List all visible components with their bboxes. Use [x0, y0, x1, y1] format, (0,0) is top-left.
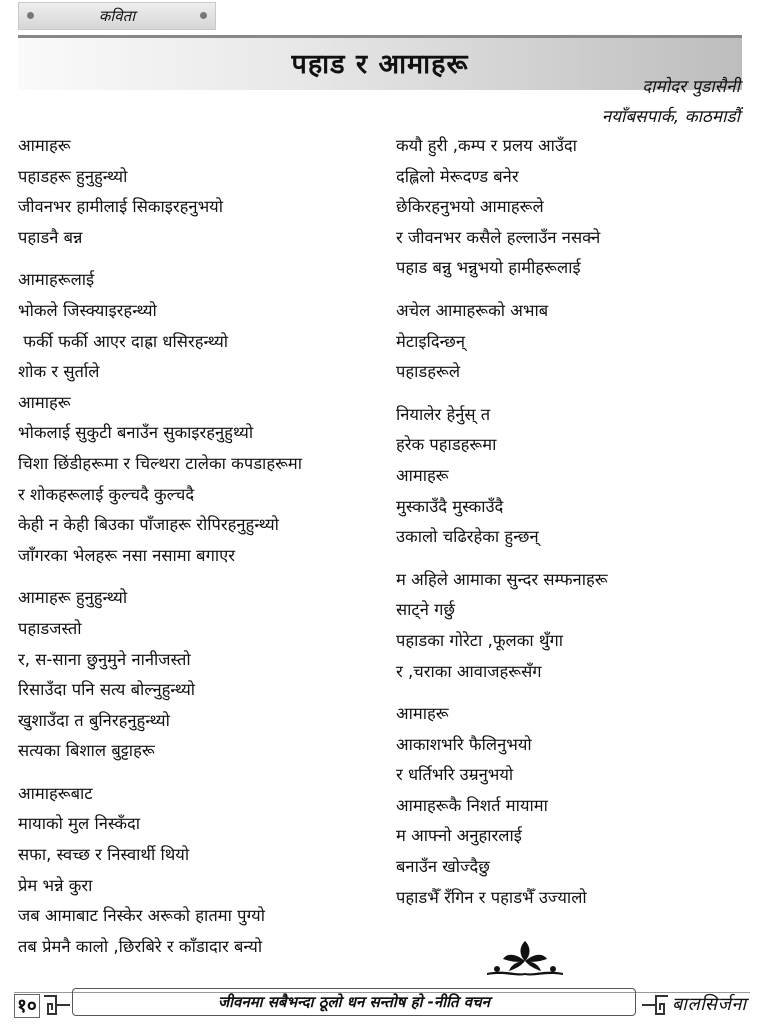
poem-line: साट्ने गर्छु	[396, 600, 456, 620]
poem-line: मेटाइदिन्छन्	[396, 331, 466, 351]
poem-line: आमाहरूकै निशर्त मायामा	[396, 795, 548, 815]
byline	[602, 72, 740, 132]
poem-line: पहाडका गोरेटा ,फूलका थुँगा	[396, 630, 564, 650]
poem-line: आकाशभरि फैलिनुभयो	[396, 734, 532, 754]
stanza	[18, 583, 302, 767]
poem-line: आमाहरू	[396, 704, 449, 724]
poem-line: सफा, स्वच्छ र निस्वार्थी थियो	[18, 845, 190, 865]
poem-line: कयौ हुरी ,कम्प र प्रलय आउँदा	[396, 136, 577, 155]
stanza	[396, 565, 608, 687]
stanza	[396, 296, 608, 388]
poem-title: पहाड र आमाहरू	[291, 49, 469, 80]
poem-line: पहाडहरूले	[396, 362, 461, 382]
poem-line: र धर्तिभरि उम्रनुभयो	[396, 765, 514, 785]
poem-line: शोक र सुर्ताले	[18, 362, 100, 382]
poem-line: अचेल आमाहरूको अभाब	[396, 300, 549, 320]
poem-line: भोकलाई सुकुटी बनाउँन सुकाइरहनुहुथ्यो	[18, 423, 254, 443]
poem-line: र, स-साना छुनुमुने नानीजस्तो	[18, 649, 191, 669]
poem-line: प्रेम भन्ने कुरा	[18, 875, 93, 895]
stanza	[18, 265, 302, 571]
poem-line: केही न केही बिउका पाँजाहरू रोपिरहनुहुन्थ्यो	[18, 515, 279, 535]
poem-line: फर्की फर्की आएर दाह्रा धसिरहन्थ्यो	[18, 331, 229, 351]
poem-line: हरेक पहाडहरूमा	[396, 435, 497, 455]
poem-line: आमाहरू हुनुहुन्थ्यो	[18, 588, 128, 608]
poem-line: पहाडजस्तो	[18, 618, 82, 638]
poem-line: रिसाउँदा पनि सत्य बोल्नुहुन्थ्यो	[18, 680, 196, 700]
poem-line: र जीवनभर कसैले हल्लाउँन नसक्ने	[396, 227, 601, 247]
tab-dot-right	[200, 12, 207, 19]
poem-line: चिशा छिंडीहरूमा र चिल्थरा टालेका कपडाहरूमा	[18, 453, 303, 473]
poem-line: उकालो चढिरहेका हुन्छन्	[396, 527, 539, 547]
poem-right-column	[396, 131, 608, 925]
poem-line: मुस्काउँदै मुस्काउँदै	[396, 496, 504, 516]
stanza	[396, 131, 608, 284]
poem-line: आमाहरू	[18, 392, 71, 412]
poem-line: नियालेर हेर्नुस् त	[396, 404, 491, 424]
author-location: नयाँबसपार्क, काठमाडौं	[601, 107, 740, 127]
poem-line: र ,चराका आवाजहरूसँग	[396, 661, 542, 681]
poem-line: मायाको मुल निस्कँदा	[18, 814, 141, 834]
poem-line: भोकले जिस्क्याइरहन्थ्यो	[18, 300, 157, 320]
poem-line: आमाहरू	[396, 465, 449, 485]
section-label: कविता	[98, 7, 136, 25]
key-ornament-icon	[640, 990, 670, 1020]
poem-line: र शोकहरूलाई कुल्चदै कुल्चदै	[18, 484, 195, 504]
stanza	[18, 779, 302, 963]
author-name: दामोदर पुडासैनी	[642, 77, 740, 97]
poem-line: पहाडहरू हुनुहुन्थ्यो	[18, 166, 128, 186]
poem-line: पहाड बन्नु भन्नुभयो हामीहरूलाई	[396, 258, 581, 278]
magazine-name: बालसिर्जना	[672, 994, 747, 1015]
poem-line: पहाडभैँ रँगिन र पहाडभैँ उज्यालो	[396, 887, 587, 907]
poem-line: छेकिरहनुभयो आमाहरूले	[396, 197, 544, 217]
poem-line: खुशाउँदा त बुनिरहनुहुन्थ्यो	[18, 710, 170, 730]
footer-quote-box	[72, 988, 636, 1016]
poem-line: जब आमाबाट निस्केर अरूको हातमा पुग्यो	[18, 906, 265, 926]
poem-line: दह्लिलो मेरूदण्ड बनेर	[396, 166, 519, 186]
poem-line: बनाउँन खोज्दैछु	[396, 857, 490, 877]
poem-left-column	[18, 131, 302, 974]
stanza	[18, 131, 302, 253]
poem-line: म अहिले आमाका सुन्दर सम्फनाहरू	[396, 569, 608, 589]
page-number: १०	[14, 994, 40, 1018]
poem-line: तब प्रेमनै कालो ,छिरबिरे र काँडादार बन्यो	[18, 936, 263, 956]
floral-ornament-icon	[485, 939, 565, 979]
poem-line: म आफ्नो अनुहारलाई	[396, 826, 522, 846]
section-tab	[18, 2, 216, 30]
poem-line: आमाहरूबाट	[18, 783, 93, 803]
poem-line: जाँगरका भेलहरू नसा नसामा बगाएर	[18, 545, 236, 565]
poem-line: पहाडनै बन्न	[18, 227, 83, 247]
footer-quote: जीवनमा सबैभन्दा ठूलो धन सन्तोष हो -नीति वचन	[218, 993, 490, 1011]
stanza	[396, 400, 608, 553]
poem-line: आमाहरू	[18, 136, 71, 155]
poem-line: सत्यका बिशाल बुट्टाहरू	[18, 741, 155, 761]
poem-line: जीवनभर हामीलाई सिकाइरहनुभयो	[18, 197, 224, 217]
key-ornament-icon	[42, 990, 72, 1020]
stanza	[396, 699, 608, 913]
poem-line: आमाहरूलाई	[18, 270, 95, 290]
